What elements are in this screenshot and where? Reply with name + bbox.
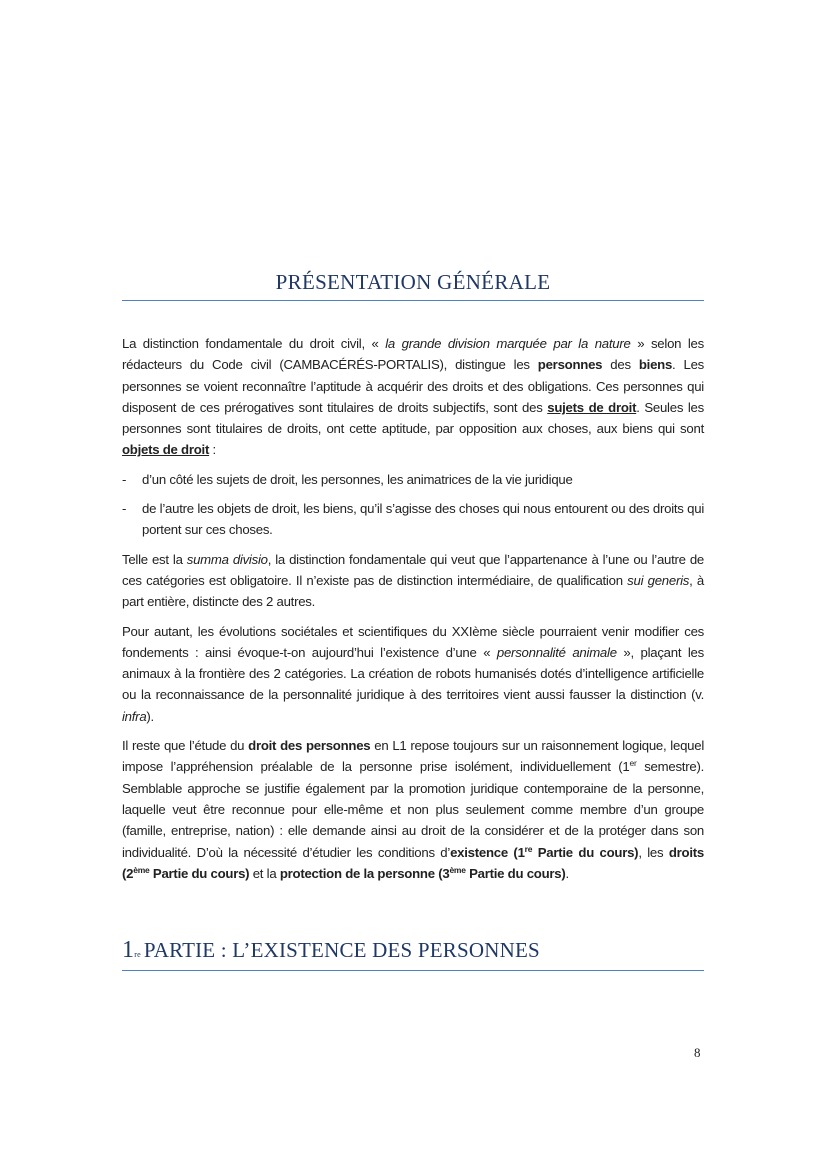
list-dash: - <box>122 501 127 517</box>
text-run: semestre). Semblable approche se justifie également par la promotion juridique contemporaine de la personne, laquelle veut être reconnue pour elle-même et non plus seulement comme membre d’un groupe (famille, entreprise, nation) : elle demande ainsi au droit de la considérer et de la protéger dans son individualité. D’où la nécessité d’étudier les conditions d’ <box>122 759 704 860</box>
part-title: PARTIE : L’EXISTENCE DES PERSONNES <box>143 938 540 962</box>
text-run: d’un côté les sujets de droit, les personnes, les animatrices de la vie juridique <box>142 471 573 487</box>
page-number: 8 <box>694 1045 701 1060</box>
text-run: ème <box>133 864 150 875</box>
text-run: sujets de droit <box>547 399 637 415</box>
text-run: biens <box>638 357 673 373</box>
text-run: Partie du cours) <box>149 865 250 881</box>
text-run: personnalité animale <box>496 644 617 660</box>
text-run: er <box>629 758 637 769</box>
text-run: . Seules les personnes sont titulaires de droits, ont cette aptitude, par opposition aux choses, aux biens qui sont <box>122 399 704 437</box>
text-run: , les <box>638 844 669 860</box>
text-run: ème <box>449 864 466 875</box>
text-run: de l’autre les objets de droit, les biens, qu’il s’agisse des choses qui nous entourent ou des droits qui portent sur ces choses. <box>142 501 704 538</box>
section-heading: PRÉSENTATION GÉNÉRALE <box>275 270 551 294</box>
text-run: et la <box>249 865 280 881</box>
part-number-suffix: re <box>134 950 141 959</box>
text-run: Pour autant, les évolutions sociétales et scientifiques du XXIème siècle pourraient venir modifier ces fondements : ainsi évoque-t-on aujourd’hui l’existence d’une « <box>122 623 704 660</box>
text-run: droits (2 <box>122 844 704 881</box>
paragraph <box>122 333 704 461</box>
heading-rule <box>122 300 704 301</box>
part-number: 1 <box>122 937 135 963</box>
text-run: personnes <box>537 357 603 373</box>
text-run: sui generis <box>627 572 690 588</box>
text-run: Partie du cours) <box>532 844 639 860</box>
text-run: en L1 repose toujours sur un raisonnement logique, lequel impose l’appréhension préalable de la personne prise isolément, individuellement (1 <box>122 738 704 775</box>
list-dash: - <box>122 471 127 487</box>
list-item <box>122 498 704 541</box>
paragraph <box>122 549 704 613</box>
text-run: objets de droit <box>122 442 210 458</box>
text-run: Partie du cours) <box>465 865 566 881</box>
text-run: protection de la personne (3 <box>279 865 450 881</box>
paragraph <box>122 621 704 727</box>
text-run: , la distinction fondamentale qui veut que l’appartenance à l’une ou l’autre de ces catégories est obligatoire. Il n’existe pas de distinction intermédiaire, de qualification <box>122 551 705 588</box>
text-run: » selon les rédacteurs du Code civil (CAMBACÉRÉS-PORTALIS), distingue les <box>122 336 704 373</box>
part-heading-rule <box>122 970 704 971</box>
text-run: : <box>209 442 216 458</box>
part-heading <box>122 937 540 964</box>
text-run: la grande division marquée par la nature <box>385 336 631 351</box>
text-run: Il reste que l’étude du <box>122 738 249 754</box>
text-run: infra <box>122 708 147 724</box>
text-run: . Les personnes se voient reconnaître l’aptitude à acquérir des droits et des obligations. Ces personnes qui disposent de ces prérogatives sont titulaires de droits subjectifs, sont des <box>122 357 705 415</box>
text-run: ). <box>146 708 154 724</box>
text-run: , à part entière, distincte des 2 autres. <box>122 572 705 610</box>
text-run: . <box>565 865 569 881</box>
text-run: droit des personnes <box>248 738 371 754</box>
paragraph <box>122 735 704 884</box>
text-run: summa divisio <box>186 551 268 567</box>
body-text <box>122 333 704 892</box>
list-item <box>122 469 704 490</box>
text-run: Telle est la <box>122 551 187 567</box>
text-run: des <box>602 357 639 373</box>
text-run: existence (1 <box>450 844 525 860</box>
text-run: La distinction fondamentale du droit civil, « <box>122 336 386 351</box>
text-run: », plaçant les animaux à la frontière des 2 catégories. La création de robots humanisés dotés d’intelligence artificielle ou la reconnaissance de la personnalité juridique à des territoires vient aussi fausser la distinction (v. <box>122 644 704 703</box>
text-run: re <box>524 843 533 854</box>
